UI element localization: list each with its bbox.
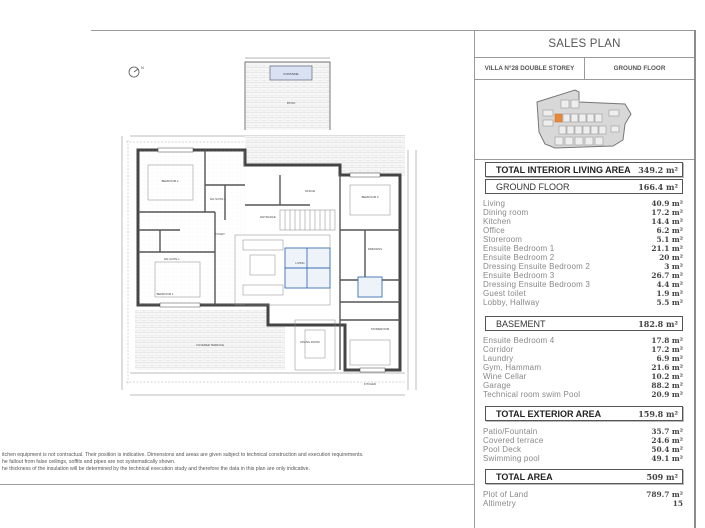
disclaimer-notes (2, 452, 472, 473)
svg-text:BEDROOM 2: BEDROOM 2 (161, 179, 179, 183)
row-value: 6.9 m² (656, 354, 683, 363)
row-label: Ensuite Bedroom 2 (483, 253, 555, 262)
basement-value: 182.8 m² (638, 318, 678, 329)
row-value: 789.7 m² (646, 490, 683, 499)
total-interior-label: TOTAL INTERIOR LIVING AREA (496, 164, 631, 175)
row-value: 3 m² (664, 262, 683, 271)
ground-floor-box (485, 179, 683, 194)
svg-text:DINING ROOM: DINING ROOM (300, 340, 320, 344)
area-row (483, 217, 683, 226)
ground-floor-value: 166.4 m² (638, 181, 678, 192)
area-row (483, 262, 683, 271)
area-row (483, 427, 683, 436)
svg-text:OFFICE: OFFICE (304, 189, 316, 193)
row-label: Pool Deck (483, 445, 522, 454)
svg-text:N: N (141, 65, 144, 70)
row-value: 20 m² (659, 253, 683, 262)
row-label: Dressing Ensuite Bedroom 3 (483, 280, 591, 289)
row-label: Ensuite Bedroom 3 (483, 271, 555, 280)
row-label: Plot of Land (483, 490, 529, 499)
exterior-label: TOTAL EXTERIOR AREA (496, 408, 602, 419)
area-row (483, 226, 683, 235)
area-row (483, 454, 683, 463)
plot-list (483, 490, 683, 508)
floor-plan (100, 40, 470, 440)
basement-label: BASEMENT (496, 318, 546, 329)
total-interior-value: 349.2 m² (638, 164, 678, 175)
row-label: Ensuite Bedroom 1 (483, 244, 555, 253)
ground-floor-label: GROUND FLOOR (496, 181, 570, 192)
row-label: Laundry (483, 354, 514, 363)
row-value: 6.2 m² (656, 226, 683, 235)
svg-text:BEDROOM 3: BEDROOM 3 (361, 195, 379, 199)
total-area-label: TOTAL AREA (496, 471, 553, 482)
area-row (483, 345, 683, 354)
exterior-box (485, 406, 683, 421)
row-value: 1.9 m² (656, 289, 683, 298)
area-row (483, 372, 683, 381)
svg-text:FONTAINE: FONTAINE (283, 72, 299, 76)
area-row (483, 363, 683, 372)
header-rule (91, 30, 474, 31)
row-value: 35.7 m² (651, 427, 683, 436)
panel-subheader (475, 58, 694, 80)
total-interior-box (485, 162, 683, 177)
villa-location-marker (555, 114, 562, 122)
row-value: 20.9 m² (651, 390, 683, 399)
floor-label: GROUND FLOOR (613, 65, 666, 72)
row-value: 4.4 m² (656, 280, 683, 289)
row-label: Guest toilet (483, 289, 526, 298)
row-value: 14.4 m² (651, 217, 683, 226)
row-value: 88.2 m² (651, 381, 683, 390)
row-label: Dining room (483, 208, 529, 217)
row-label: Lobby, Hallway (483, 298, 540, 307)
row-value: 10.2 m² (651, 372, 683, 381)
area-row (483, 289, 683, 298)
area-row (483, 280, 683, 289)
area-row (483, 244, 683, 253)
row-value: 21.1 m² (651, 244, 683, 253)
svg-text:KITCHEN: KITCHEN (363, 382, 377, 386)
row-value: 21.6 m² (651, 363, 683, 372)
area-row (483, 298, 683, 307)
area-row (483, 390, 683, 399)
row-label: Kitchen (483, 217, 512, 226)
ground-floor-list (483, 199, 683, 307)
row-value: 50.4 m² (651, 445, 683, 454)
total-area-box (485, 469, 683, 484)
svg-text:EN-SUITE 1: EN-SUITE 1 (164, 257, 180, 261)
svg-text:EN-SUITE 2: EN-SUITE 2 (210, 197, 226, 201)
svg-text:LIVING: LIVING (295, 261, 305, 265)
area-row (483, 354, 683, 363)
exterior-value: 159.8 m² (638, 408, 678, 419)
svg-text:PATIO: PATIO (286, 101, 296, 105)
row-label: Corridor (483, 345, 514, 354)
svg-text:BEDROOM 1: BEDROOM 1 (156, 292, 174, 296)
area-row (483, 208, 683, 217)
row-value: 17.2 m² (651, 208, 683, 217)
area-row (483, 336, 683, 345)
svg-text:ENTRANCE: ENTRANCE (260, 215, 276, 219)
row-label: Garage (483, 381, 511, 390)
svg-text:COVERED TERRACE: COVERED TERRACE (196, 343, 224, 347)
north-compass-icon (129, 65, 144, 77)
row-label: Covered terrace (483, 436, 544, 445)
row-label: Office (483, 226, 505, 235)
area-row (483, 199, 683, 208)
area-row (483, 499, 683, 508)
row-label: Wine Cellar (483, 372, 527, 381)
sales-plan-panel (474, 30, 696, 528)
area-row (483, 445, 683, 454)
area-row (483, 381, 683, 390)
row-label: Gym, Hammam (483, 363, 542, 372)
exterior-list (483, 427, 683, 463)
row-value: 40.9 m² (651, 199, 683, 208)
svg-text:STOREROOM: STOREROOM (370, 327, 390, 331)
area-row (483, 253, 683, 262)
area-row (483, 235, 683, 244)
basement-list (483, 336, 683, 399)
note-line: he thickness of the insulation will be determined by the technical execution study and therefore the data in this plan are only indicative. (2, 466, 310, 472)
row-value: 15 (672, 499, 683, 508)
floor-plan-drawing (100, 40, 470, 440)
row-value: 49.1 m² (651, 454, 683, 463)
row-label: Ensuite Bedroom 4 (483, 336, 555, 345)
panel-title: SALES PLAN (475, 30, 694, 58)
note-line: itchen equipment is not contractual. Their position is indicative. Dimensions and areas are given subject to technical construction and execution requirements. (2, 452, 364, 458)
villa-label: VILLA N°28 DOUBLE STOREY (475, 58, 585, 79)
row-label: Altimetry (483, 499, 516, 508)
total-area-value: 509 m² (646, 471, 678, 482)
row-value: 24.6 m² (651, 436, 683, 445)
masterplan-map (475, 80, 694, 160)
area-row (483, 271, 683, 280)
area-row (483, 436, 683, 445)
row-label: Storeroom (483, 235, 523, 244)
area-row (483, 490, 683, 499)
row-value: 5.1 m² (656, 235, 683, 244)
row-value: 17.2 m² (651, 345, 683, 354)
row-label: Patio/Fountain (483, 427, 538, 436)
note-line: he fallout from false ceilings, soffits and pipes are not systematically shown. (2, 459, 176, 465)
masterplan-icon (475, 80, 697, 160)
row-label: Technical room swim Pool (483, 390, 581, 399)
row-value: 5.5 m² (656, 298, 683, 307)
row-value: 17.8 m² (651, 336, 683, 345)
basement-box (485, 316, 683, 331)
row-label: Dressing Ensuite Bedroom 2 (483, 262, 591, 271)
row-label: Living (483, 199, 506, 208)
footer-rule (0, 484, 474, 485)
svg-text:TOILET: TOILET (215, 232, 225, 236)
row-value: 26.7 m² (651, 271, 683, 280)
svg-text:DRESSING: DRESSING (367, 247, 383, 251)
row-label: Swimming pool (483, 454, 540, 463)
